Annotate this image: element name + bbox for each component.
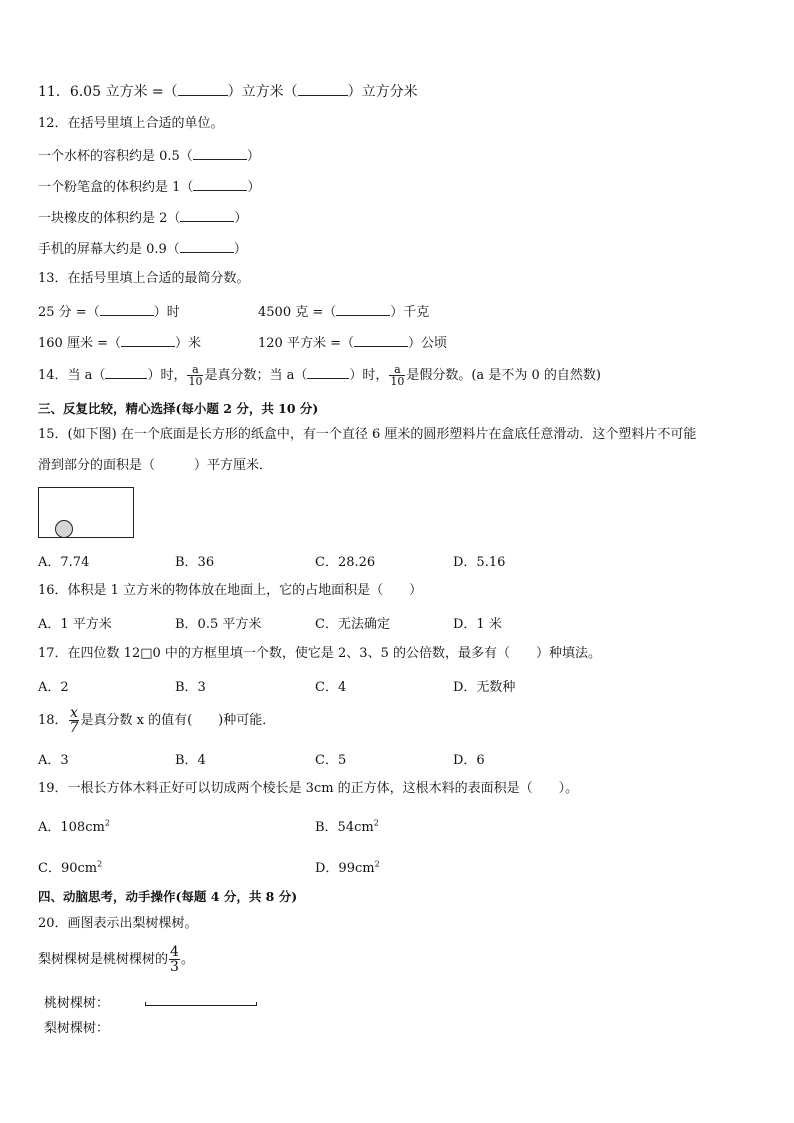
q12-item-1-blank[interactable] [193, 146, 247, 160]
q18-fraction-den: 7 [69, 720, 79, 736]
q15-option-c[interactable]: C．28.26 [315, 555, 376, 570]
q13-a3 [38, 333, 201, 353]
q20-title: 20．画图表示出梨树棵树。 [38, 916, 198, 931]
q17-option-d[interactable]: D．无数种 [453, 680, 516, 695]
q12-item-3 [38, 208, 247, 228]
q13-a4 [258, 333, 447, 353]
q20-pear-label: 梨树棵树： [44, 1021, 110, 1036]
q13-a3-end: ）米 [174, 336, 201, 351]
q14 [38, 362, 601, 390]
q14-blank-2[interactable] [307, 365, 349, 379]
q11-blank-1[interactable] [178, 82, 228, 96]
q20-text-body: 梨树棵树是桃树棵树的 [38, 952, 169, 967]
q19-option-d[interactable] [315, 857, 380, 876]
q11-text: 6.05 立方米 =（ [69, 84, 178, 100]
q12-item-2-end: ） [247, 180, 261, 195]
q14-fraction-2-num: a [389, 364, 405, 376]
q19-option-c-sup: 2 [97, 859, 103, 869]
q18-option-b[interactable]: B．4 [175, 753, 206, 768]
q12-item-4-end: ） [233, 242, 247, 257]
q16-option-a[interactable]: A．1 平方米 [38, 617, 112, 632]
q14-text-3: 是真分数；当 a（ [204, 368, 308, 383]
q20-text-end: 。 [180, 952, 194, 967]
q13-a2 [258, 302, 429, 322]
q19-option-d-sup: 2 [374, 859, 380, 869]
q12-item-1 [38, 146, 260, 166]
q18 [38, 706, 275, 736]
q13-a4-end: ）公顷 [407, 336, 447, 351]
q13-a4-text: 120 平方米 =（ [258, 336, 354, 351]
q12-item-3-blank[interactable] [180, 208, 234, 222]
q20-pear-drawing-area[interactable] [145, 1020, 305, 1038]
q19-option-d-text: D．99cm [315, 861, 375, 876]
q13-a1 [38, 302, 180, 322]
q13-title: 13．在括号里填上合适的最简分数。 [38, 271, 250, 286]
q19-option-a[interactable] [38, 816, 110, 835]
q18-text: 是真分数 x 的值有( )种可能． [80, 713, 276, 728]
q16-option-b[interactable]: B．0.5 平方米 [175, 617, 262, 632]
q12-item-4-text: 手机的屏幕大约是 0.9（ [38, 242, 180, 257]
q18-fraction-num: x [70, 705, 78, 721]
q11-mid: ）立方米（ [227, 84, 298, 100]
q13-a4-blank[interactable] [354, 333, 408, 347]
q15-option-d[interactable]: D．5.16 [453, 555, 506, 570]
q19-text: 19．一根长方体木料正好可以切成两个棱长是 3cm 的正方体，这根木料的表面积是（ ）。 [38, 781, 579, 796]
q20-peach-segment [145, 1002, 257, 1006]
q12-item-4 [38, 239, 247, 259]
q15-line-2: 滑到部分的面积是（ ）平方厘米． [38, 458, 273, 473]
q15-line-1: 15．(如下图) 在一个底面是长方形的纸盒中，有一个直径 6 厘米的圆形塑料片在盒底任意滑动．这个塑料片不可能 [38, 427, 697, 442]
q12-item-4-blank[interactable] [180, 239, 234, 253]
q13-a2-end: ）千克 [390, 305, 430, 320]
q12-title: 12．在括号里填上合适的单位。 [38, 116, 224, 131]
q20-peach-label: 桃树棵树： [44, 996, 110, 1011]
q19-option-b-text: B．54cm [315, 820, 374, 835]
q19-option-c[interactable] [38, 857, 102, 876]
q14-fraction-2 [389, 364, 405, 387]
q18-option-c[interactable]: C．5 [315, 753, 347, 768]
q16-text: 16．体积是 1 立方米的物体放在地面上，它的占地面积是（ ） [38, 583, 423, 598]
q14-text-2: ）时， [147, 368, 187, 383]
q18-option-d[interactable]: D．6 [453, 753, 485, 768]
q18-fraction [69, 706, 80, 735]
q14-text-1: 14．当 a（ [38, 368, 106, 383]
q16-option-d[interactable]: D．1 米 [453, 617, 502, 632]
q20-text [38, 944, 194, 976]
q19-option-c-text: C．90cm [38, 861, 98, 876]
q13-a2-text: 4500 克 =（ [258, 305, 337, 320]
section-3-heading: 三、反复比较，精心选择(每小题 2 分，共 10 分) [38, 401, 319, 416]
q19-option-b[interactable] [315, 816, 379, 835]
section-4-heading: 四、动脑思考，动手操作(每题 4 分，共 8 分) [38, 889, 298, 904]
q19-option-b-sup: 2 [373, 818, 379, 828]
q13-a1-text: 25 分 =（ [38, 305, 100, 320]
q14-fraction-1-num: a [187, 364, 203, 376]
q17-option-a[interactable]: A．2 [38, 680, 69, 695]
q12-item-3-text: 一块橡皮的体积约是 2（ [38, 211, 181, 226]
q11-end: ）立方分米 [347, 84, 418, 100]
q15-option-b[interactable]: B．36 [175, 555, 215, 570]
q15-disc [55, 520, 73, 538]
q11-number: 11． [38, 84, 70, 100]
q20-fraction-num: 4 [170, 944, 179, 960]
q17-option-b[interactable]: B．3 [175, 680, 206, 695]
q13-a1-end: ）时 [153, 305, 180, 320]
q14-fraction-1 [187, 364, 203, 387]
q19-option-a-text: A．108cm [38, 820, 105, 835]
q12-item-1-text: 一个水杯的容积约是 0.5（ [38, 149, 193, 164]
q12-item-2-blank[interactable] [193, 177, 247, 191]
q13-a3-text: 160 厘米 =（ [38, 336, 121, 351]
q12-item-2 [38, 177, 260, 197]
q15-figure [38, 487, 134, 538]
q15-option-a[interactable]: A．7.74 [38, 555, 90, 570]
q17-option-c[interactable]: C．4 [315, 680, 347, 695]
q13-a3-blank[interactable] [121, 333, 175, 347]
q12-item-2-text: 一个粉笔盒的体积约是 1（ [38, 180, 194, 195]
q12-item-1-end: ） [246, 149, 260, 164]
q19-option-a-sup: 2 [104, 818, 110, 828]
q20-fraction-den: 3 [170, 959, 179, 975]
q14-blank-1[interactable] [105, 365, 147, 379]
q14-text-4: ）时， [349, 368, 389, 383]
q14-fraction-1-den: 10 [188, 375, 203, 388]
q11-blank-2[interactable] [298, 82, 348, 96]
q18-number: 18． [38, 713, 68, 728]
q16-option-c[interactable]: C．无法确定 [315, 617, 390, 632]
q14-text-5: 是假分数。(a 是不为 0 的自然数) [406, 368, 601, 383]
q20-fraction [169, 945, 180, 974]
q13-a1-blank[interactable] [100, 302, 154, 316]
q13-a2-blank[interactable] [336, 302, 390, 316]
q18-option-a[interactable]: A．3 [38, 753, 69, 768]
q11 [38, 82, 418, 101]
q14-fraction-2-den: 10 [390, 375, 405, 388]
q17-text: 17．在四位数 12□0 中的方框里填一个数，使它是 2、3、5 的公倍数，最多有（ ）种填法。 [38, 646, 601, 661]
q12-item-3-end: ） [234, 211, 248, 226]
